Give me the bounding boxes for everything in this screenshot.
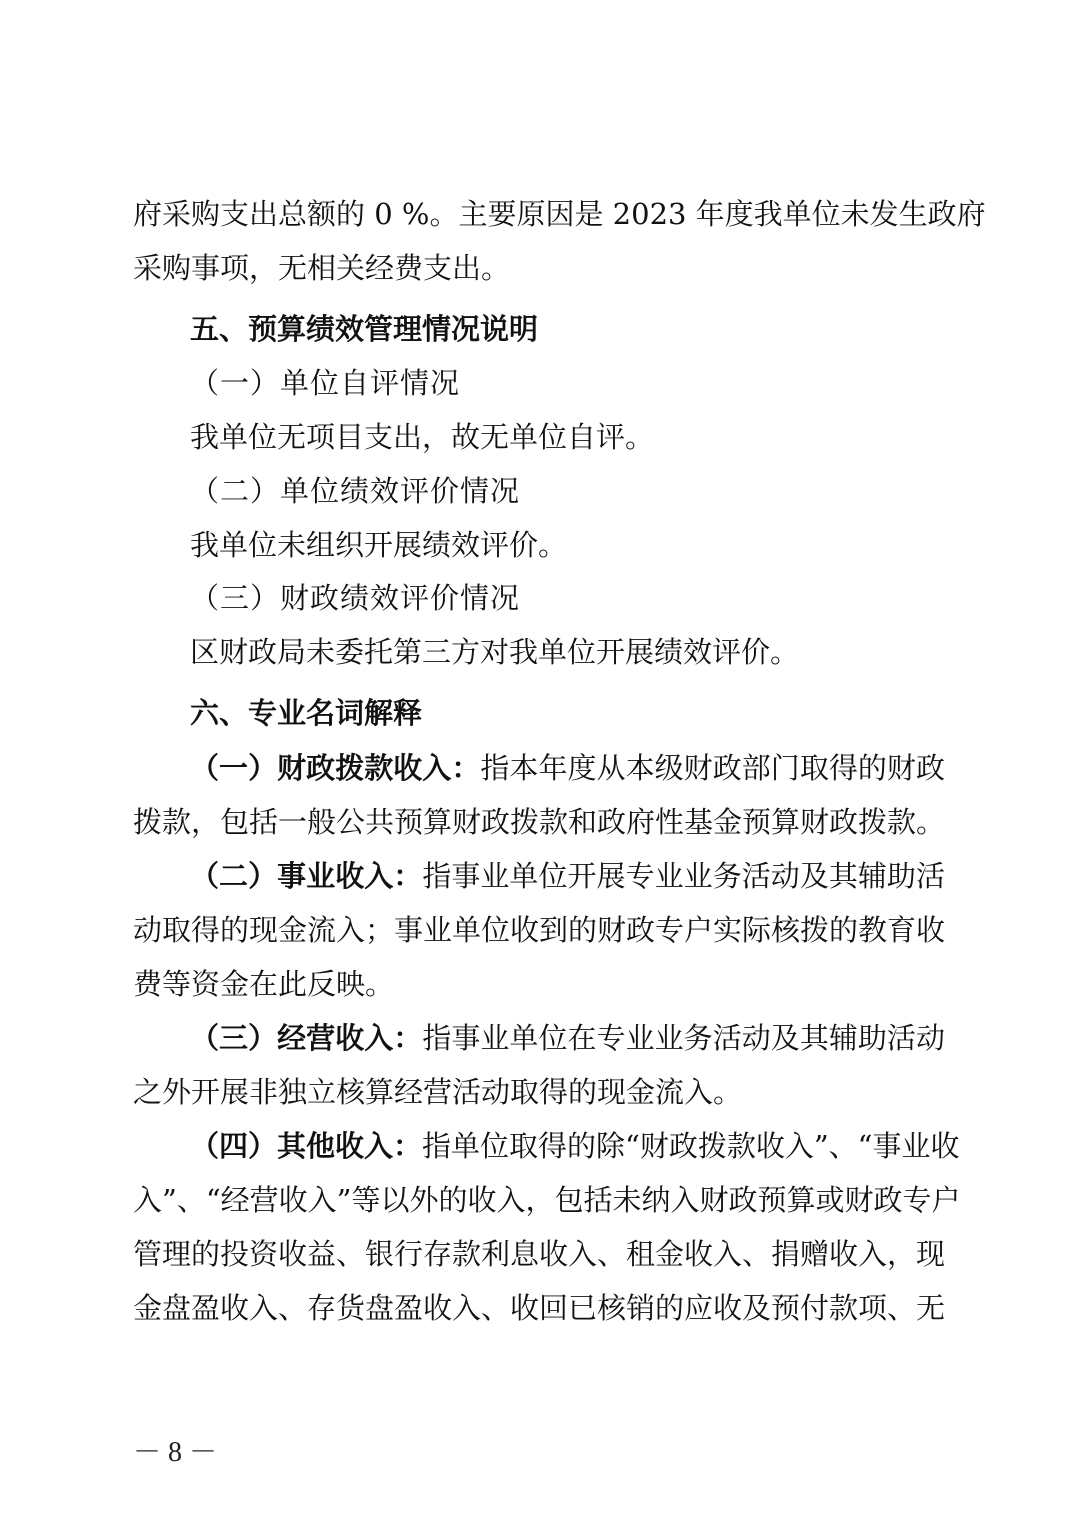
term-definition-line xyxy=(190,750,945,786)
term-text: 指本年度从本级财政部门取得的财政 xyxy=(480,751,945,785)
paragraph-line: 动取得的现金流入；事业单位收到的财政专户实际核拨的教育收 xyxy=(133,913,946,947)
page-number: － 8 － xyxy=(133,1437,218,1468)
paragraph-line: 管理的投资收益、银行存款利息收入、租金收入、捐赠收入，现 xyxy=(133,1237,946,1271)
paragraph-line: 我单位未组织开展绩效评价。 xyxy=(190,528,568,562)
term-label: （三）经营收入： xyxy=(190,1021,423,1055)
term-text: 指事业单位开展专业业务活动及其辅助活 xyxy=(422,859,945,893)
term-definition-line xyxy=(190,858,945,894)
term-label: （一）财政拨款收入： xyxy=(190,751,481,785)
term-label: （四）其他收入： xyxy=(190,1129,423,1163)
section-heading: 六、专业名词解释 xyxy=(190,696,423,730)
paragraph-line: 费等资金在此反映。 xyxy=(133,967,395,1001)
paragraph-line: 采购事项，无相关经费支出。 xyxy=(133,251,511,285)
paragraph-line: 拨款，包括一般公共预算财政拨款和政府性基金预算财政拨款。 xyxy=(133,805,946,839)
paragraph-line: 入”、“经营收入”等以外的收入，包括未纳入财政预算或财政专户 xyxy=(133,1183,961,1217)
subsection-heading: （三）财政绩效评价情况 xyxy=(190,581,521,615)
paragraph-line: 区财政局未委托第三方对我单位开展绩效评价。 xyxy=(190,635,800,669)
paragraph-line: 金盘盈收入、存货盘盈收入、收回已核销的应收及预付款项、无 xyxy=(133,1291,946,1325)
paragraph-line: 府采购支出总额的 0 %。主要原因是 2023 年度我单位未发生政府 xyxy=(133,197,986,231)
subsection-heading: （一）单位自评情况 xyxy=(190,366,461,400)
section-heading: 五、预算绩效管理情况说明 xyxy=(190,312,539,346)
paragraph-line: 我单位无项目支出，故无单位自评。 xyxy=(190,420,655,454)
paragraph-line: 之外开展非独立核算经营活动取得的现金流入。 xyxy=(133,1075,743,1109)
term-text: 指单位取得的除“财政拨款收入”、“事业收 xyxy=(422,1129,960,1163)
term-label: （二）事业收入： xyxy=(190,859,423,893)
subsection-heading: （二）单位绩效评价情况 xyxy=(190,474,521,508)
term-text: 指事业单位在专业业务活动及其辅助活动 xyxy=(422,1021,945,1055)
term-definition-line xyxy=(190,1020,945,1056)
term-definition-line xyxy=(190,1128,960,1164)
